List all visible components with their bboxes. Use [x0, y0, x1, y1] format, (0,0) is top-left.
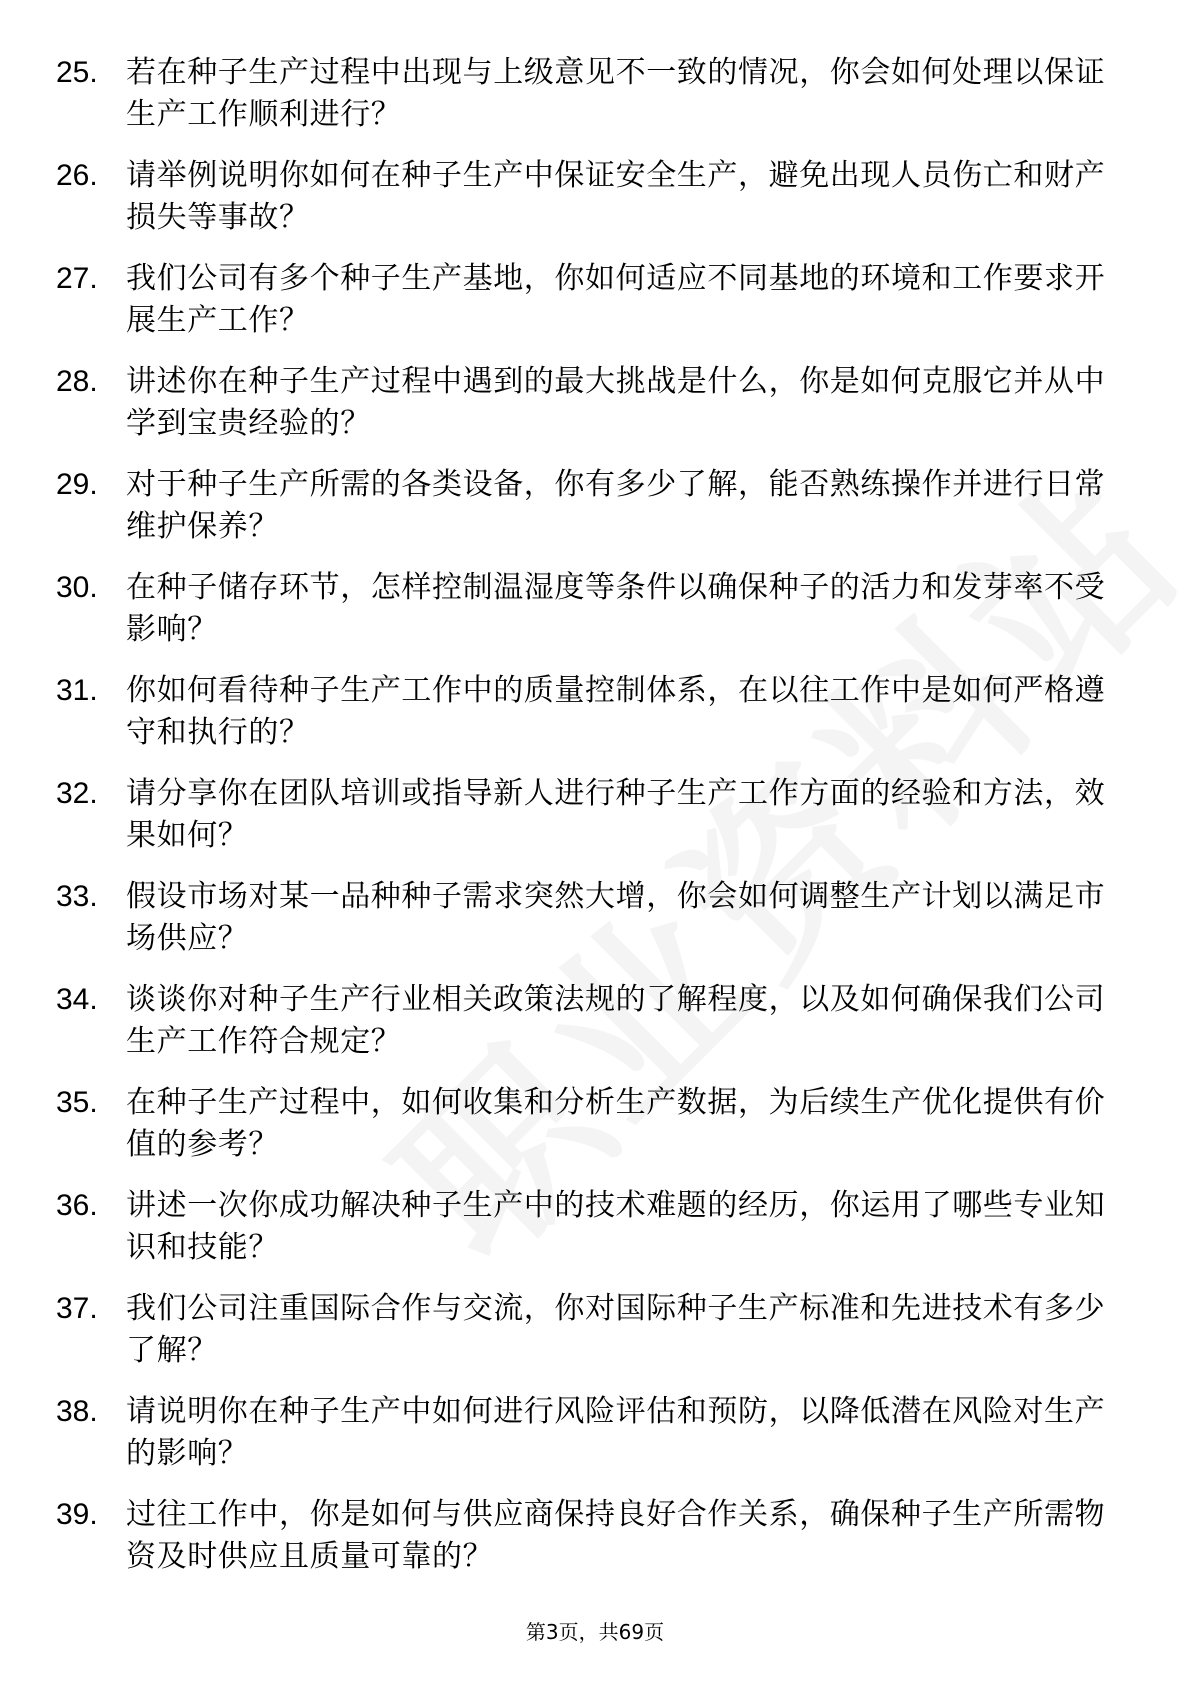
question-number: 30.: [56, 571, 98, 604]
question-item: [56, 258, 1116, 361]
question-item: [56, 155, 1116, 258]
question-number: 29.: [56, 468, 98, 501]
question-list: [56, 52, 1116, 1597]
question-number: 27.: [56, 262, 98, 295]
question-item: [56, 670, 1116, 773]
question-text: 我们公司注重国际合作与交流，你对国际种子生产标准和先进技术有多少了解？: [126, 1291, 1106, 1368]
question-text: 请举例说明你如何在种子生产中保证安全生产，避免出现人员伤亡和财产损失等事故？: [126, 158, 1106, 235]
question-text: 若在种子生产过程中出现与上级意见不一致的情况，你会如何处理以保证生产工作顺利进行？: [126, 55, 1106, 132]
question-number: 25.: [56, 56, 98, 89]
question-text: 在种子生产过程中，如何收集和分析生产数据，为后续生产优化提供有价值的参考？: [126, 1085, 1106, 1162]
question-item: [56, 52, 1116, 155]
question-item: [56, 1082, 1116, 1185]
question-item: [56, 1391, 1116, 1494]
question-number: 28.: [56, 365, 98, 398]
question-item: [56, 1494, 1116, 1597]
question-text: 请分享你在团队培训或指导新人进行种子生产工作方面的经验和方法，效果如何？: [126, 776, 1106, 853]
question-text: 在种子储存环节，怎样控制温湿度等条件以确保种子的活力和发芽率不受影响？: [126, 570, 1106, 647]
question-number: 37.: [56, 1292, 98, 1325]
question-text: 谈谈你对种子生产行业相关政策法规的了解程度，以及如何确保我们公司生产工作符合规定？: [126, 982, 1106, 1059]
question-text: 你如何看待种子生产工作中的质量控制体系，在以往工作中是如何严格遵守和执行的？: [126, 673, 1106, 750]
question-item: [56, 361, 1116, 464]
question-number: 39.: [56, 1498, 98, 1531]
question-text: 讲述你在种子生产过程中遇到的最大挑战是什么，你是如何克服它并从中学到宝贵经验的？: [126, 364, 1106, 441]
question-number: 34.: [56, 983, 98, 1016]
question-item: [56, 773, 1116, 876]
question-number: 33.: [56, 880, 98, 913]
question-item: [56, 567, 1116, 670]
question-text: 我们公司有多个种子生产基地，你如何适应不同基地的环境和工作要求开展生产工作？: [126, 261, 1106, 338]
question-text: 过往工作中，你是如何与供应商保持良好合作关系，确保种子生产所需物资及时供应且质量可靠的？: [126, 1497, 1106, 1574]
question-text: 讲述一次你成功解决种子生产中的技术难题的经历，你运用了哪些专业知识和技能？: [126, 1188, 1106, 1265]
page-footer: 第3页，共69页: [525, 1620, 665, 1644]
question-text: 对于种子生产所需的各类设备，你有多少了解，能否熟练操作并进行日常维护保养？: [126, 467, 1106, 544]
question-item: [56, 1288, 1116, 1391]
question-text: 请说明你在种子生产中如何进行风险评估和预防，以降低潜在风险对生产的影响？: [126, 1394, 1106, 1471]
question-item: [56, 464, 1116, 567]
question-number: 26.: [56, 159, 98, 192]
question-item: [56, 1185, 1116, 1288]
question-item: [56, 876, 1116, 979]
question-number: 36.: [56, 1189, 98, 1222]
question-number: 38.: [56, 1395, 98, 1428]
question-number: 32.: [56, 777, 98, 810]
question-text: 假设市场对某一品种种子需求突然大增，你会如何调整生产计划以满足市场供应？: [126, 879, 1106, 956]
question-number: 31.: [56, 674, 98, 707]
question-item: [56, 979, 1116, 1082]
question-number: 35.: [56, 1086, 98, 1119]
